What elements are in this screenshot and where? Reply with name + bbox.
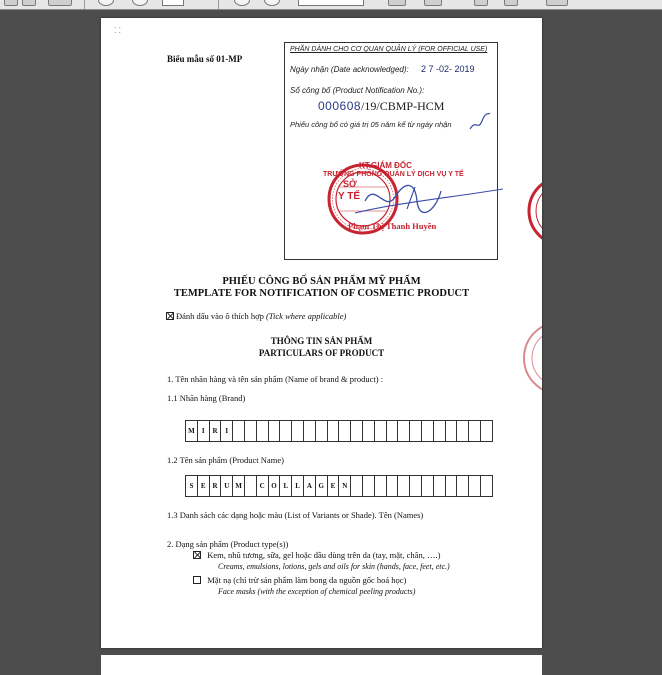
product-letter-cell: L — [280, 476, 292, 496]
brand-letter-cell — [245, 421, 257, 441]
example-checkbox-icon — [166, 312, 174, 320]
brand-letter-cell — [233, 421, 245, 441]
question-1-3: 1.3 Danh sách các dạng hoặc màu (List of Variants or Shade). Tên (Names) — [167, 510, 424, 520]
date-acknowledged-value: 2 7 -02- 2019 — [421, 64, 475, 74]
brand-letter-cell: I — [198, 421, 210, 441]
brand-letter-cell — [457, 421, 469, 441]
initial-mark-icon — [468, 111, 492, 133]
brand-letter-grid — [185, 420, 493, 442]
product-letter-cell — [410, 476, 422, 496]
question-1-2: 1.2 Tên sản phẩm (Product Name) — [167, 455, 284, 465]
official-use-header: PHẦN DÀNH CHO CƠ QUAN QUẢN LÝ (FOR OFFICIAL USE) — [290, 46, 488, 53]
notification-number-label: Số công bố (Product Notification No.): — [290, 86, 425, 95]
brand-letter-cell — [481, 421, 493, 441]
brand-letter-cell — [398, 421, 410, 441]
product-letter-cell: U — [221, 476, 233, 496]
product-letter-cell — [422, 476, 434, 496]
stamp-title-line1: KT.GIÁM ĐỐC — [359, 161, 412, 170]
notification-number-handwritten: 000608 — [318, 99, 362, 113]
question-1-1: 1.1 Nhãn hàng (Brand) — [167, 393, 246, 403]
product-type-option-creams — [193, 550, 440, 560]
viewer-toolbar — [0, 0, 662, 10]
product-letter-cell — [351, 476, 363, 496]
fit-width-icon[interactable] — [388, 0, 406, 6]
product-letter-cell: C — [257, 476, 269, 496]
brand-letter-cell — [304, 421, 316, 441]
product-letter-cell — [375, 476, 387, 496]
form-title-en: TEMPLATE FOR NOTIFICATION OF COSMETIC PRODUCT — [173, 288, 470, 299]
highlight-icon[interactable] — [474, 0, 488, 6]
product-letter-cell: R — [210, 476, 222, 496]
brand-letter-cell — [422, 421, 434, 441]
print-icon[interactable] — [22, 0, 36, 6]
product-letter-cell: O — [269, 476, 281, 496]
product-letter-cell — [457, 476, 469, 496]
question-2: 2. Dạng sản phẩm (Product type(s)) — [167, 539, 289, 549]
brand-letter-cell — [328, 421, 340, 441]
product-letter-cell: S — [186, 476, 198, 496]
product-type-option-masks — [193, 575, 406, 585]
masks-checkbox[interactable] — [193, 576, 201, 584]
page-number-field[interactable] — [162, 0, 184, 6]
brand-letter-cell — [257, 421, 269, 441]
tick-note-vn: Đánh dấu vào ô thích hợp — [176, 311, 264, 321]
notification-number-suffix: /19/CBMP-HCM — [361, 99, 445, 113]
product-letter-cell — [481, 476, 493, 496]
zoom-out-icon[interactable] — [234, 0, 250, 6]
product-letter-cell — [363, 476, 375, 496]
product-letter-cell: N — [339, 476, 351, 496]
brand-letter-cell — [387, 421, 399, 441]
product-letter-cell: M — [233, 476, 245, 496]
document-page — [101, 18, 542, 648]
signer-name: Phạm Thị Thanh Huyền — [348, 221, 437, 231]
product-letter-cell — [245, 476, 257, 496]
brand-letter-cell — [316, 421, 328, 441]
product-letter-cell — [446, 476, 458, 496]
signature-icon — [345, 161, 505, 221]
scan-mark: ⁚ ⁚ — [114, 26, 122, 35]
date-acknowledged-label: Ngày nhận (Date acknowledged): — [290, 65, 409, 74]
next-page-icon[interactable] — [132, 0, 148, 6]
form-code: Biểu mẫu số 01-MP — [167, 54, 243, 64]
toolbar-divider — [218, 0, 219, 9]
email-icon[interactable] — [48, 0, 72, 6]
brand-letter-cell — [269, 421, 281, 441]
seal-center-line2: Y TẾ — [338, 191, 361, 202]
form-title-vn: PHIẾU CÔNG BỐ SẢN PHẨM MỸ PHẨM — [222, 276, 421, 287]
toolbar-divider — [84, 0, 85, 9]
product-letter-cell: E — [198, 476, 210, 496]
next-document-page — [101, 655, 542, 675]
brand-letter-cell — [351, 421, 363, 441]
question-1: 1. Tên nhãn hàng và tên sản phẩm (Name of brand & product) : — [167, 374, 384, 384]
product-letter-cell: E — [328, 476, 340, 496]
tick-instruction — [166, 311, 346, 321]
section-title-vn: THÔNG TIN SẢN PHẨM — [270, 336, 373, 346]
product-letter-cell: L — [292, 476, 304, 496]
pen-icon[interactable] — [504, 0, 518, 6]
comment-icon[interactable] — [546, 0, 568, 6]
download-icon[interactable] — [424, 0, 442, 6]
brand-letter-cell: I — [221, 421, 233, 441]
edge-seal-icon — [527, 173, 542, 249]
creams-checkbox[interactable] — [193, 551, 201, 559]
notification-number — [318, 99, 444, 114]
brand-letter-cell — [339, 421, 351, 441]
brand-letter-cell: R — [210, 421, 222, 441]
brand-letter-cell — [375, 421, 387, 441]
product-letter-cell — [434, 476, 446, 496]
zoom-level-field[interactable] — [298, 0, 364, 6]
brand-letter-cell — [446, 421, 458, 441]
brand-letter-cell — [280, 421, 292, 441]
product-letter-cell: A — [304, 476, 316, 496]
brand-letter-cell — [434, 421, 446, 441]
page-icon[interactable] — [4, 0, 18, 6]
masks-label-vn: Mặt nạ (chỉ trừ sản phẩm làm bong da nguồn gốc hoá học) — [207, 575, 407, 585]
section-title-en: PARTICULARS OF PRODUCT — [258, 348, 385, 358]
brand-letter-cell: M — [186, 421, 198, 441]
product-letter-cell — [398, 476, 410, 496]
brand-letter-cell — [292, 421, 304, 441]
creams-label-en: Creams, emulsions, lotions, gels and oils for skin (hands, face, feet, etc.) — [218, 562, 450, 571]
edge-seal-faded-icon — [516, 318, 542, 398]
tick-note-en: (Tick where applicable) — [265, 311, 347, 321]
previous-page-icon[interactable] — [98, 0, 114, 6]
brand-letter-cell — [410, 421, 422, 441]
validity-note: Phiếu công bố có giá trị 05 năm kể từ ngày nhận — [290, 120, 452, 129]
zoom-in-icon[interactable] — [264, 0, 280, 6]
brand-letter-cell — [363, 421, 375, 441]
masks-label-en: Face masks (with the exception of chemical peeling products) — [218, 587, 416, 596]
product-letter-cell — [387, 476, 399, 496]
brand-letter-cell — [469, 421, 481, 441]
product-letter-grid — [185, 475, 493, 497]
stamp-title-line2: TRƯỞNG PHÒNG QUẢN LÝ DỊCH VỤ Y TẾ — [323, 171, 464, 178]
creams-label-vn: Kem, nhũ tương, sữa, gel hoặc dầu dùng trên da (tay, mặt, chân, ….) — [207, 550, 441, 560]
product-letter-cell — [469, 476, 481, 496]
official-use-box — [284, 42, 498, 260]
product-letter-cell: G — [316, 476, 328, 496]
seal-center-line1: SỞ — [343, 179, 357, 189]
